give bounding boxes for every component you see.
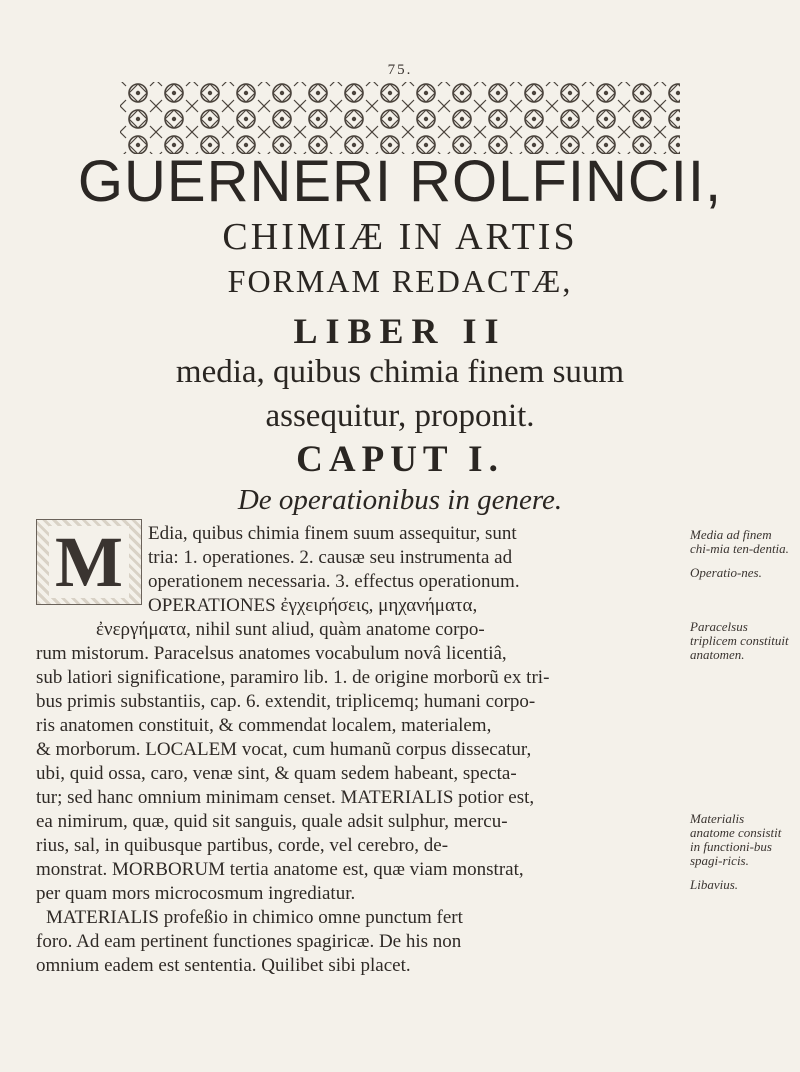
body-line: tria: 1. operationes. 2. causæ seu instrumenta ad xyxy=(148,547,513,568)
book-subtitle-2: FORMAM REDACTÆ, xyxy=(227,263,573,299)
marginal-notes xyxy=(690,528,790,902)
book-description xyxy=(0,350,800,438)
body-line: & morborum. LOCALEM vocat, cum humanũ corpus dissecatur, xyxy=(36,739,532,760)
body-line: rius, sal, in quibusque partibus, corde, vel cerebro, de- xyxy=(36,835,449,856)
marginal-note: Materialis anatome consistit in functioni-bus spagi-ricis. xyxy=(690,811,782,868)
marginal-note: Media ad finem chi-mia ten-dentia. xyxy=(690,527,789,556)
body-line: bus primis substantiis, cap. 6. extendit, triplicemq; humani corpo- xyxy=(36,691,536,712)
body-line: Edia, quibus chimia finem suum assequitur, sunt xyxy=(148,523,517,544)
chapter-title: De operationibus in genere. xyxy=(237,484,563,516)
book-subtitle-1: CHIMIÆ IN ARTIS xyxy=(222,216,578,258)
drop-cap-letter: M xyxy=(49,526,129,598)
book-description-line-1: media, quibus chimia finem suum xyxy=(175,354,625,390)
body-line: operationem necessaria. 3. effectus operationum. xyxy=(148,571,520,592)
marginal-note: Libavius. xyxy=(690,877,739,892)
body-line: per quam mors microcosmum ingrediatur. xyxy=(36,883,356,904)
marginal-note: Operatio-nes. xyxy=(690,565,762,580)
chapter-heading: CAPUT I. xyxy=(296,439,504,480)
body-line: monstrat. MORBORUM tertia anatome est, quæ viam monstrat, xyxy=(36,859,524,880)
page-number: 75. xyxy=(387,62,413,78)
body-line: sub latiori significatione, paramiro lib. 1. de origine morborũ ex tri- xyxy=(36,667,550,688)
marginal-note: Paracelsus triplicem constituit anatomen. xyxy=(690,619,789,662)
body-line: tur; sed hanc omnium minimam censet. MATERIALIS potior est, xyxy=(36,787,535,808)
body-line: rum mistorum. Paracelsus anatomes vocabulum novâ licentiâ, xyxy=(36,643,507,664)
body-line: ea nimirum, quæ, quid sit sanguis, quale adsit sulphur, mercu- xyxy=(36,811,508,832)
book-title: GUERNERI ROLFINCII, xyxy=(77,149,723,214)
body-line: OPERATIONES ἐγχειρήσεις, μηχανήματα, xyxy=(148,595,478,616)
body-line: ubi, quid ossa, caro, venæ sint, & quam sedem habeant, specta- xyxy=(36,763,517,784)
ornament-band xyxy=(120,80,680,158)
book-number: LIBER II xyxy=(293,311,507,351)
body-line: ἐνεργήματα, nihil sunt aliud, quàm anatome corpo- xyxy=(96,619,485,640)
body-line: omnium eadem est sententia. Quilibet sibi placet. xyxy=(36,955,411,976)
book-description-line-2: assequitur, proponit. xyxy=(265,398,535,434)
body-line: ris anatomen constituit, & commendat localem, materialem, xyxy=(36,715,492,736)
body-line: MATERIALIS profeßio in chimico omne punctum fert xyxy=(46,907,463,928)
body-text xyxy=(36,522,686,978)
body-line: foro. Ad eam pertinent functiones spagiricæ. De his non xyxy=(36,931,462,952)
